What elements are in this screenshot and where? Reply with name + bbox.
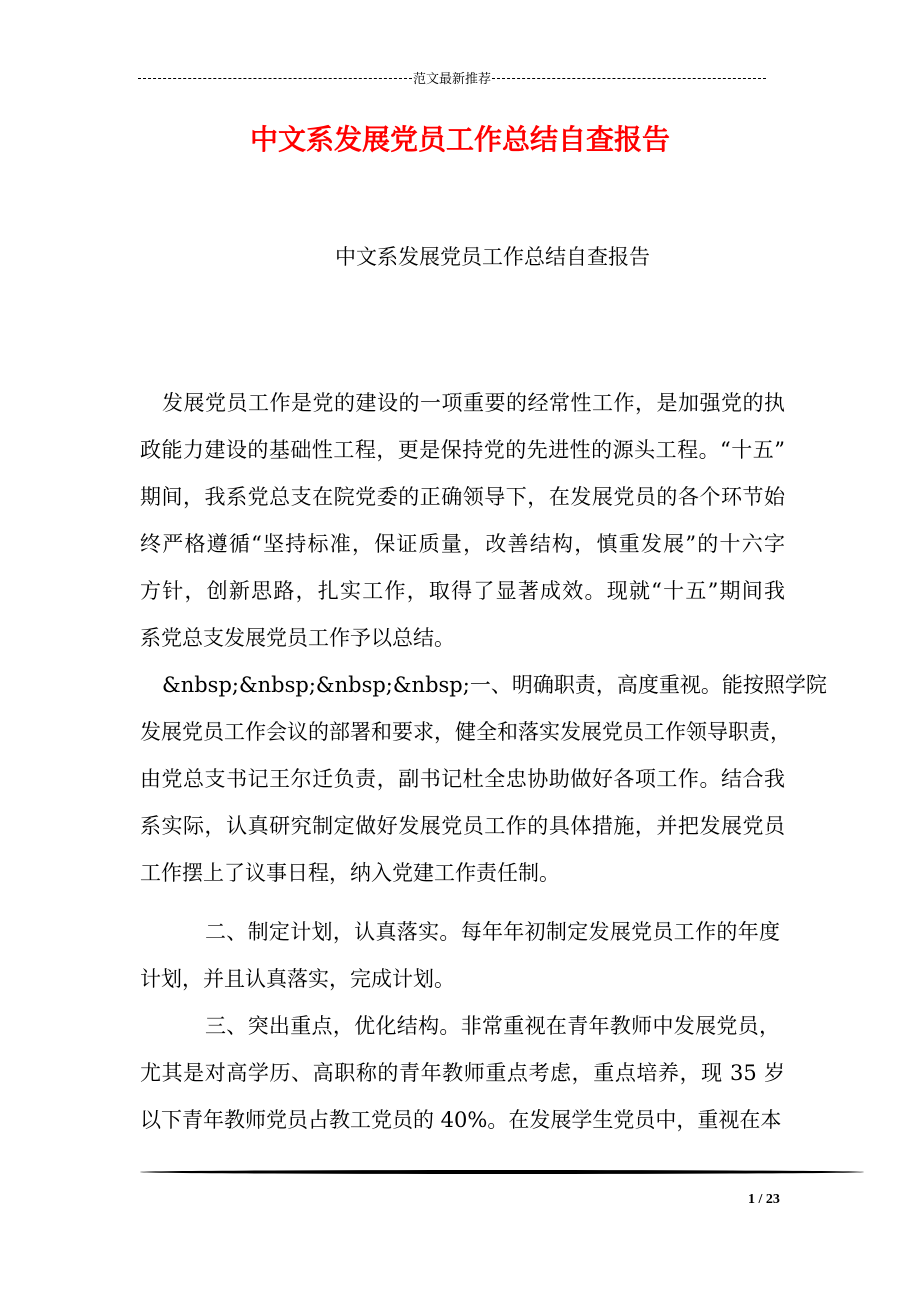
header-label: 范文最新推荐 [413,72,492,87]
body-text-line: 以下青年教师党员占教工党员的 40%。在发展学生党员中，重视在本 [140,1108,782,1132]
document-title: 中文系发展党员工作总结自查报告 [249,123,670,156]
body-text-line: 由党总支书记王尔迁负责，副书记杜全忠协助做好各项工作。结合我 [140,767,785,791]
body-text-line: 政能力建设的基础性工程，更是保持党的先进性的源头工程。“十五” [140,438,785,462]
body-text-line: 发展党员工作是党的建设的一项重要的经常性工作，是加强党的执 [162,391,785,415]
body-text-line: 发展党员工作会议的部署和要求，健全和落实发展党员工作领导职责， [140,720,791,744]
page-number: 1 / 23 [748,1192,780,1207]
body-text-line: 系党总支发展党员工作予以总结。 [140,626,455,650]
body-text-line: 终严格遵循“坚持标准，保证质量，改善结构，慎重发展”的十六字 [140,532,785,556]
footer-rule [140,1170,864,1174]
body-text-line: 计划，并且认真落实，完成计划。 [140,967,455,991]
header-dash-left [138,78,412,79]
document-subtitle: 中文系发展党员工作总结自查报告 [335,245,650,269]
body-text-line: 尤其是对高学历、高职称的青年教师重点考虑，重点培养，现 35 岁 [140,1061,785,1085]
body-text-line: 工作摆上了议事日程，纳入党建工作责任制。 [140,861,560,885]
header-dash-right [492,78,766,79]
body-text-line: 方针，创新思路，扎实工作，取得了显著成效。现就“十五”期间我 [140,579,785,603]
page-header [138,68,766,87]
body-text-line: &nbsp;&nbsp;&nbsp;&nbsp;一、明确职责，高度重视。能按照学院 [162,673,827,697]
body-text-line: 系实际，认真研究制定做好发展党员工作的具体措施，并把发展党员 [140,814,785,838]
body-text-line: 期间，我系党总支在院党委的正确领导下，在发展党员的各个环节始 [140,485,785,509]
body-text-line: 三、突出重点，优化结构。非常重视在青年教师中发展党员， [205,1014,780,1038]
body-text-line: 二、制定计划，认真落实。每年年初制定发展党员工作的年度 [205,920,780,944]
